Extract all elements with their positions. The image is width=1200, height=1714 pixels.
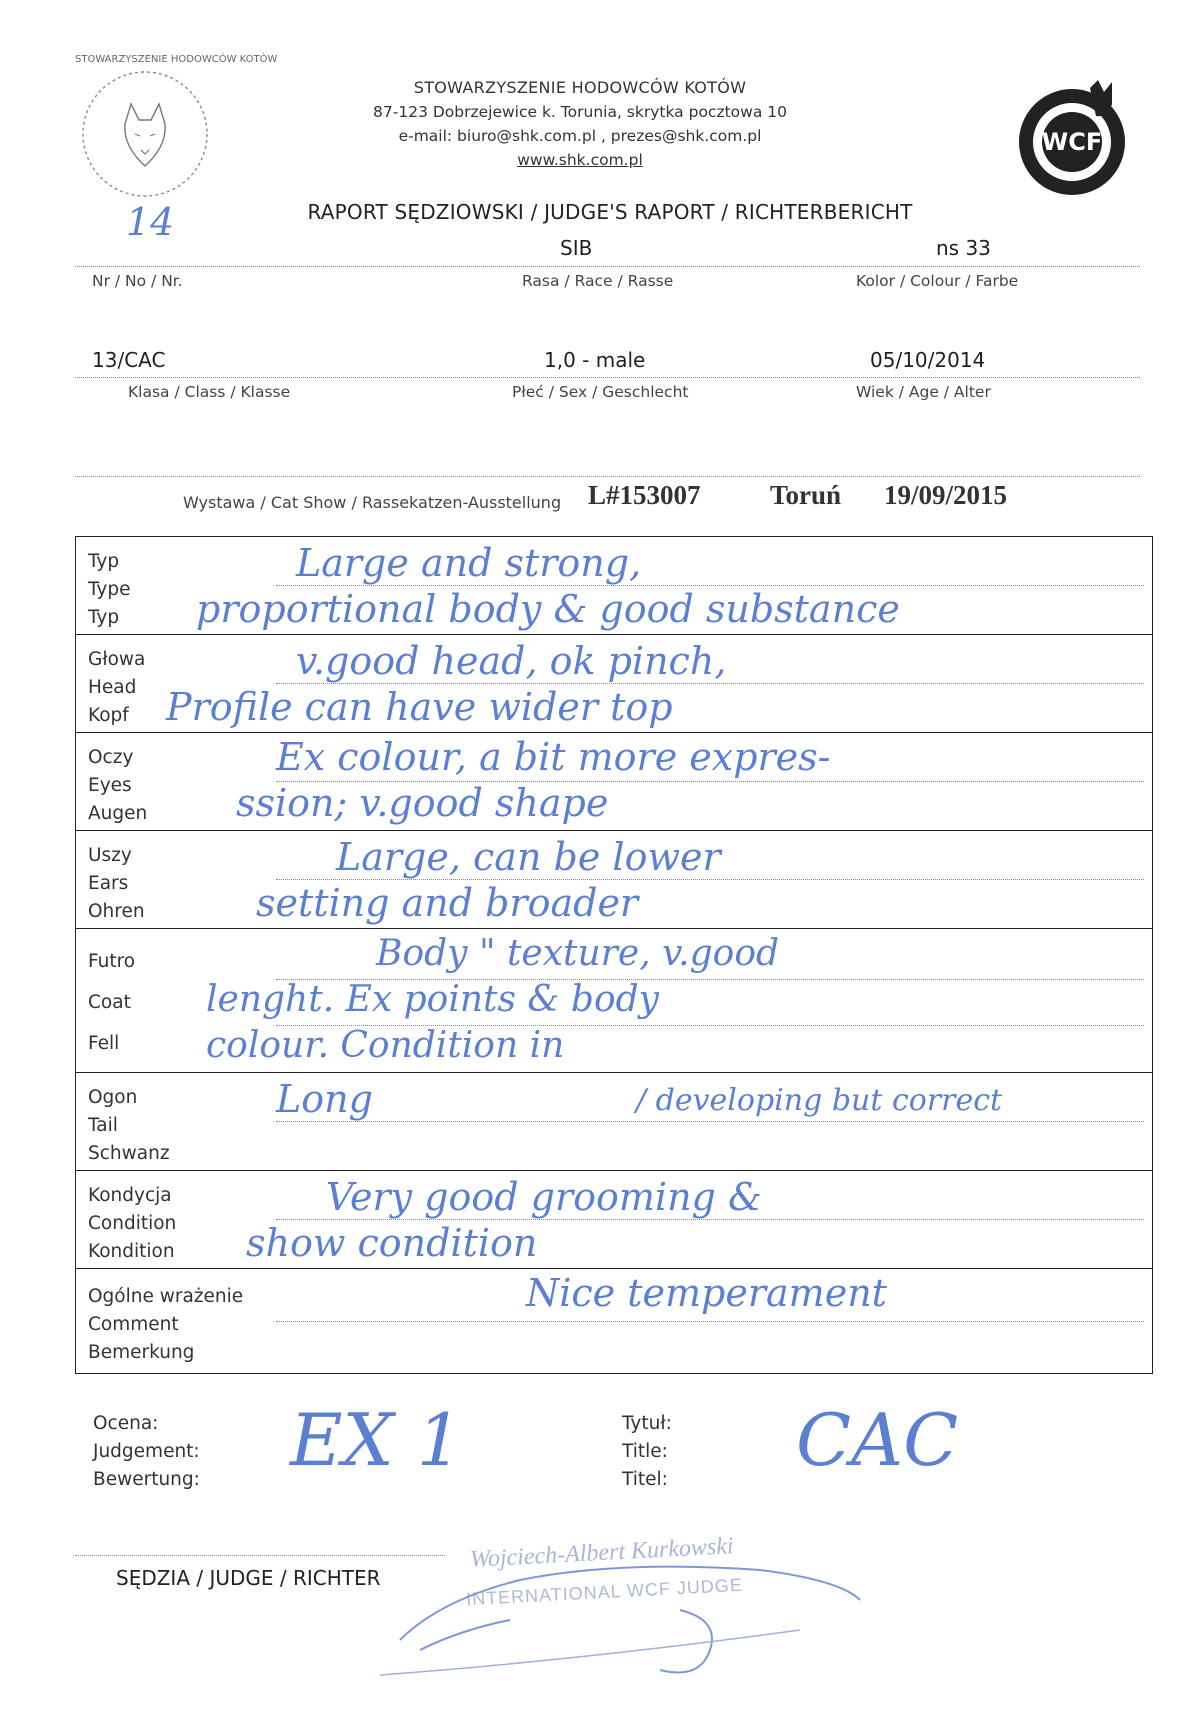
row-label: Ogólne wrażenie: [88, 1286, 244, 1307]
assessment-table: [75, 536, 1153, 1374]
row-label: Type: [88, 579, 131, 600]
divider: [75, 377, 1140, 378]
row-label: Tail: [88, 1115, 118, 1136]
show-id: L#153007: [588, 480, 701, 510]
organization-email: e-mail: biuro@shk.com.pl , prezes@shk.com.pl: [398, 127, 762, 145]
table-row-condition: [76, 1171, 1152, 1269]
handwritten-comment: Nice temperament: [526, 1271, 887, 1315]
row-label: Bemerkung: [88, 1342, 195, 1363]
sex-value: 1,0 - male: [544, 348, 646, 372]
row-label: Futro: [88, 951, 136, 972]
show-city: Toruń: [770, 480, 842, 510]
table-row-head: [76, 635, 1152, 733]
handwritten-comment: Long: [276, 1077, 373, 1121]
row-label: Uszy: [88, 845, 132, 866]
handwritten-comment: setting and broader: [256, 881, 639, 925]
age-value: 05/10/2014: [870, 348, 986, 372]
handwritten-comment: Very good grooming &: [326, 1175, 762, 1219]
row-label: Typ: [88, 607, 120, 628]
divider: [75, 476, 1140, 477]
table-row-eyes: [76, 733, 1152, 831]
row-label: Głowa: [88, 649, 146, 670]
judgement-value: EX 1: [290, 1398, 463, 1482]
handwritten-comment: Body " texture, v.good: [376, 933, 780, 974]
organization-name: STOWARZYSZENIE HODOWCÓW KOTÓW: [413, 78, 747, 97]
handwritten-comment: v.good head, ok pinch,: [296, 639, 727, 683]
title-label: Title:: [622, 1441, 668, 1462]
judge-label: SĘDZIA / JUDGE / RICHTER: [116, 1566, 381, 1590]
judge-stamp-title: INTERNATIONAL WCF JUDGE: [465, 1574, 744, 1610]
row-label: Head: [88, 677, 137, 698]
divider: [75, 266, 1140, 267]
class-label: Klasa / Class / Klasse: [128, 383, 291, 401]
row-label: Condition: [88, 1213, 177, 1234]
title-label: Tytuł:: [622, 1413, 672, 1434]
organization-website-link[interactable]: www.shk.com.pl: [517, 151, 643, 169]
organization-address: 87-123 Dobrzejewice k. Torunia, skrytka pocztowa 10: [373, 103, 787, 121]
handwritten-comment: Large, can be lower: [336, 835, 721, 879]
sex-label: Płeć / Sex / Geschlecht: [512, 383, 689, 401]
row-label: Fell: [88, 1033, 120, 1054]
show-label: Wystawa / Cat Show / Rassekatzen-Ausstellung: [183, 493, 562, 512]
handwritten-comment: Ex colour, a bit more expres-: [276, 735, 831, 779]
class-value: 13/CAC: [92, 348, 166, 372]
judge-stamp-name: Wojciech-Albert Kurkowski: [469, 1533, 735, 1573]
row-label: Ears: [88, 873, 129, 894]
row-label: Coat: [88, 992, 131, 1013]
age-label: Wiek / Age / Alter: [856, 383, 991, 401]
table-row-tail: [76, 1073, 1152, 1171]
row-label: Ogon: [88, 1087, 138, 1108]
nr-value: 14: [126, 200, 175, 244]
colour-value: ns 33: [936, 236, 991, 260]
judgement-label: Judgement:: [93, 1441, 200, 1462]
organization-header: [300, 76, 860, 172]
table-row-coat: [76, 929, 1152, 1073]
judge-signature: [380, 1540, 880, 1690]
table-row-type: [76, 537, 1152, 635]
organization-seal: [75, 54, 278, 202]
row-label: Kondycja: [88, 1185, 172, 1206]
row-label: Kondition: [88, 1241, 175, 1262]
judgement-labels: [93, 1410, 200, 1494]
handwritten-comment: proportional body & good substance: [196, 587, 900, 631]
row-label: Schwanz: [88, 1143, 170, 1164]
nr-label: Nr / No / Nr.: [92, 272, 183, 290]
wcf-logo-ring-text: WORLD CAT FEDERATION: [1012, 71, 1139, 81]
handwritten-comment: Profile can have wider top: [166, 685, 673, 729]
breed-label: Rasa / Race / Rasse: [522, 272, 674, 290]
judgement-label: Bewertung:: [93, 1469, 200, 1490]
title-value: CAC: [796, 1398, 959, 1482]
breed-value: SIB: [560, 236, 593, 260]
handwritten-comment: colour. Condition in: [206, 1025, 565, 1066]
handwritten-comment: ssion; v.good shape: [236, 781, 609, 825]
table-row-comment: [76, 1269, 1152, 1373]
row-label: Typ: [88, 551, 120, 572]
row-label: Kopf: [88, 705, 129, 726]
judgement-label: Ocena:: [93, 1413, 159, 1434]
title-labels: [622, 1410, 672, 1494]
show-date: 19/09/2015: [884, 480, 1008, 510]
colour-label: Kolor / Colour / Farbe: [856, 272, 1019, 290]
handwritten-comment: lenght. Ex points & body: [206, 979, 660, 1020]
report-title: RAPORT SĘDZIOWSKI / JUDGE'S RAPORT / RICHTERBERICHT: [307, 200, 913, 224]
handwritten-comment: Large and strong,: [296, 541, 642, 585]
handwritten-comment: / developing but correct: [636, 1083, 1003, 1118]
row-label: Ohren: [88, 901, 145, 922]
row-label: Oczy: [88, 747, 134, 768]
title-label: Titel:: [622, 1469, 668, 1490]
seal-text: STOWARZYSZENIE HODOWCÓW KOTÓW: [75, 54, 278, 65]
row-label: Comment: [88, 1314, 179, 1335]
wcf-logo: [1012, 71, 1139, 198]
row-label: Augen: [88, 803, 148, 824]
wcf-logo-text: WCF: [1041, 128, 1103, 156]
handwritten-comment: show condition: [246, 1221, 538, 1265]
row-label: Eyes: [88, 775, 132, 796]
table-row-ears: [76, 831, 1152, 929]
